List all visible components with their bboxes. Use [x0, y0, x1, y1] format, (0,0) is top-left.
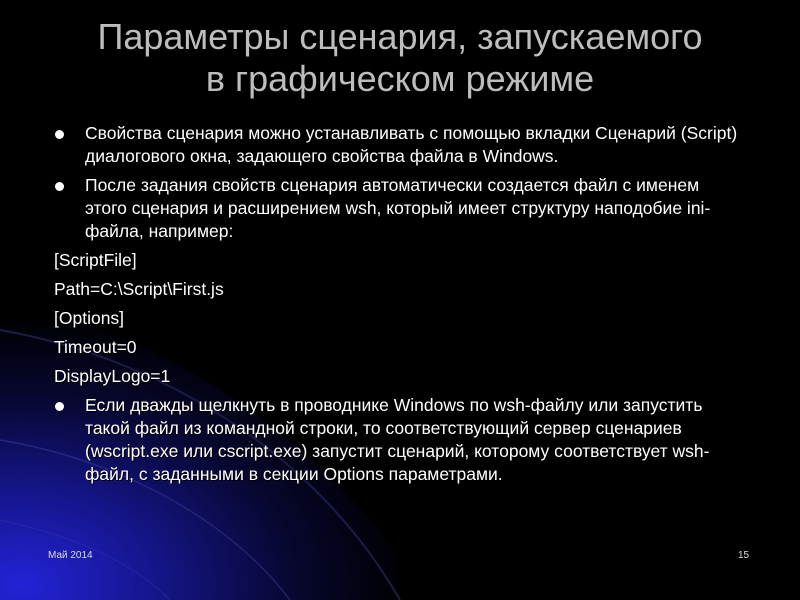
title-line-2: в графическом режиме: [205, 58, 595, 99]
bullet-item: [54, 394, 745, 486]
code-line: [Options]: [54, 308, 125, 328]
bullet-dot-icon: [55, 182, 64, 191]
code-line: [ScriptFile]: [54, 250, 137, 270]
bullet-text: После задания свойств сценария автоматически создается файл с именем этого сценария и расширением wsh, который имеет структуру наподобие ini-файла, например:: [85, 175, 711, 241]
bullet-text: Если дважды щелкнуть в проводнике Windows по wsh-файлу или запустить такой файл из командной строки, то соответствующий сервер сценариев (wscript.exe или cscript.exe) запустит сценарий, которому соответствует wsh-файл, с заданными в секции Options параметрами.: [85, 395, 710, 484]
footer-date: Май 2014: [48, 550, 93, 561]
code-line: DisplayLogo=1: [54, 366, 171, 386]
bullet-text: Свойства сценария можно устанавливать с помощью вкладки Сценарий (Script) диалогового окна, задающего свойства файла в Windows.: [85, 123, 738, 166]
code-line: Timeout=0: [54, 337, 137, 357]
bullet-dot-icon: [55, 402, 64, 411]
title-line-1: Параметры сценария, запускаемого: [97, 16, 703, 57]
slide-title: [20, 16, 780, 100]
page-number: 15: [738, 550, 750, 561]
code-line: Path=C:\Script\First.js: [54, 279, 224, 299]
bullet-dot-icon: [55, 130, 64, 139]
bullet-item: [54, 174, 745, 243]
slide-content: [54, 122, 754, 492]
bullet-item: [54, 122, 745, 168]
